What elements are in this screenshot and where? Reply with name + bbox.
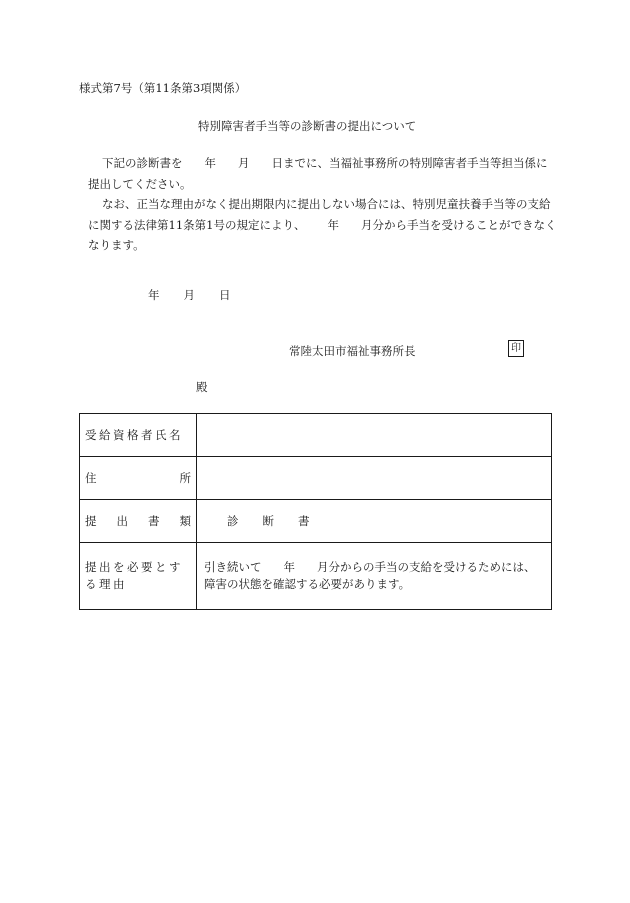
form-number-label: 様式第7号（第11条第3項関係） bbox=[79, 81, 247, 95]
table-row-address bbox=[80, 457, 552, 500]
documents-value-char: 書 bbox=[298, 514, 310, 528]
date-month-label: 月 bbox=[183, 288, 195, 302]
reason-label: 提出を必要とする理由 bbox=[85, 560, 183, 591]
documents-label-char: 出 bbox=[116, 514, 128, 528]
details-table bbox=[79, 413, 552, 610]
issuing-office: 常陸太田市福祉事務所長 bbox=[289, 344, 416, 358]
address-label-a: 住 bbox=[85, 471, 97, 485]
documents-value-char: 断 bbox=[262, 514, 274, 528]
documents-value-char: 診 bbox=[227, 514, 239, 528]
seal-mark: 印 bbox=[508, 340, 524, 357]
document-title: 特別障害者手当等の診断書の提出について bbox=[198, 119, 417, 133]
recipient-name-value bbox=[197, 414, 552, 457]
reason-year-label: 年 bbox=[283, 560, 295, 574]
table-row-recipient-name bbox=[80, 414, 552, 457]
reason-value-cell bbox=[197, 543, 552, 610]
documents-label-char: 書 bbox=[148, 514, 160, 528]
documents-value-cell bbox=[197, 500, 552, 543]
documents-label-cell bbox=[80, 500, 197, 543]
p2-year-label: 年 bbox=[327, 217, 339, 232]
reason-text-b: 月分からの手当の支給を受けるためには、障害の状態を確認する必要があります。 bbox=[204, 560, 536, 591]
paragraph-submission-request bbox=[88, 153, 558, 194]
p2-text-a: なお、正当な理由がなく提出期限内に提出しない場合には、特別児童扶養手当等の支給に関する法律第11条第1号の規定により、 bbox=[88, 197, 551, 232]
date-year-label: 年 bbox=[148, 288, 160, 302]
p1-text-a: 下記の診断書を bbox=[102, 156, 183, 170]
table-row-reason bbox=[80, 543, 552, 610]
reason-text-a: 引き続いて bbox=[204, 560, 262, 574]
p1-year-label: 年 bbox=[204, 156, 216, 170]
p1-text-b: 日までに、当福祉事務所の特別障害者手当等担当係に提出してください。 bbox=[88, 156, 548, 191]
issue-date-line bbox=[148, 287, 231, 303]
address-label-b: 所 bbox=[179, 471, 191, 485]
addressee-honorific: 殿 bbox=[196, 380, 208, 394]
paragraph-warning bbox=[88, 194, 558, 256]
date-day-label: 日 bbox=[219, 288, 231, 302]
address-label-cell bbox=[80, 457, 197, 500]
p1-month-label: 月 bbox=[238, 156, 250, 170]
recipient-name-label-cell bbox=[80, 414, 197, 457]
p2-text-b: 月分から手当を受けることができなくなります。 bbox=[88, 217, 557, 252]
documents-label-char: 提 bbox=[85, 514, 97, 528]
documents-label-char: 類 bbox=[179, 514, 191, 528]
reason-label-cell bbox=[80, 543, 197, 610]
address-value bbox=[197, 457, 552, 500]
table-row-documents bbox=[80, 500, 552, 543]
recipient-name-label: 受給資格者氏名 bbox=[85, 428, 183, 442]
